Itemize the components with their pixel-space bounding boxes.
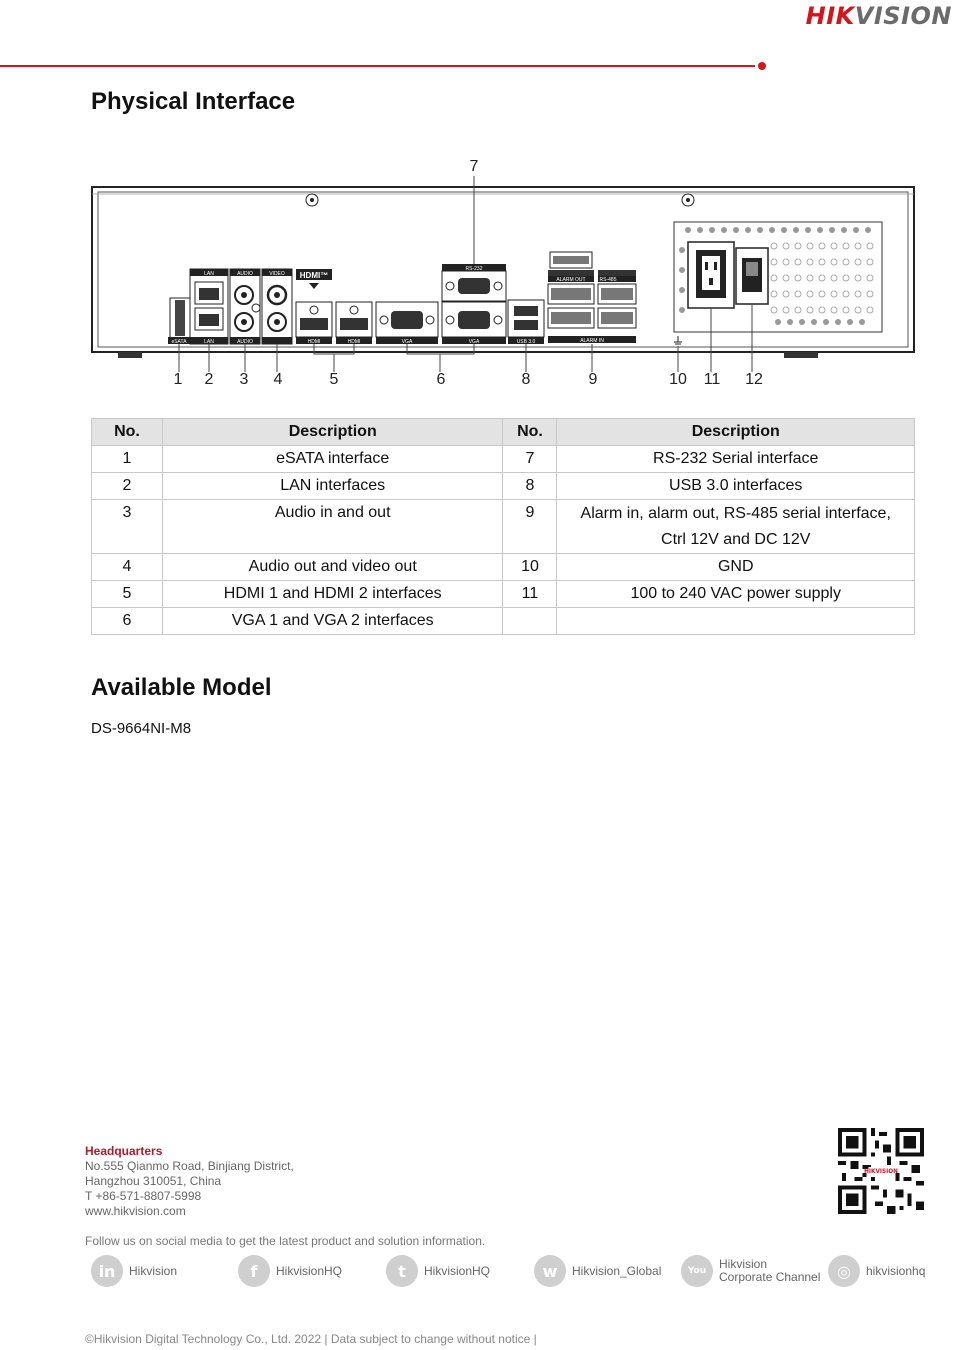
- cell-no: 6: [92, 608, 163, 635]
- facebook-icon: f: [238, 1255, 270, 1287]
- cell-description-multiline: [557, 500, 915, 554]
- callout-6: 6: [436, 371, 446, 388]
- callout-10: 10: [669, 371, 687, 388]
- section-title-available-model: Available Model: [91, 674, 272, 701]
- callout-9: 9: [588, 371, 598, 388]
- social-youtube[interactable]: [681, 1254, 820, 1288]
- label-esata: eSATA: [171, 339, 187, 345]
- social-label-multiline: [719, 1258, 820, 1284]
- cell-no: 8: [503, 473, 557, 500]
- cell-description: GND: [557, 554, 915, 581]
- table-header-row: [92, 419, 915, 446]
- hq-address-line: Hangzhou 310051, China: [85, 1174, 222, 1188]
- table-row: [92, 581, 915, 608]
- callout-4: 4: [273, 371, 283, 388]
- qr-code[interactable]: [838, 1128, 924, 1214]
- callout-2: 2: [204, 371, 214, 388]
- header-description-2: Description: [557, 419, 915, 446]
- cell-description: [557, 608, 915, 635]
- social-label: Hikvision: [129, 1263, 178, 1278]
- label-vga-2: VGA: [468, 339, 480, 345]
- wechat-icon: w: [534, 1255, 566, 1287]
- label-alarm-out: ALARM OUT: [556, 277, 586, 283]
- header-no-2: No.: [503, 419, 557, 446]
- interface-table: [91, 418, 915, 635]
- callout-12: 12: [745, 371, 763, 388]
- instagram-icon: ◎: [828, 1255, 860, 1287]
- label-lan-top: LAN: [204, 271, 214, 277]
- cell-description: HDMI 1 and HDMI 2 interfaces: [162, 581, 503, 608]
- cell-no: 5: [92, 581, 163, 608]
- cell-no: [503, 608, 557, 635]
- youtube-icon: You: [681, 1255, 713, 1287]
- cell-description: USB 3.0 interfaces: [557, 473, 915, 500]
- social-wechat[interactable]: [534, 1254, 661, 1288]
- hq-title: Headquarters: [85, 1144, 163, 1158]
- label-audio-top: AUDIO: [237, 271, 253, 277]
- twitter-icon: t: [386, 1255, 418, 1287]
- hq-phone: T +86-571-8807-5998: [85, 1189, 202, 1203]
- cell-description: LAN interfaces: [162, 473, 503, 500]
- cell-description: Audio in and out: [162, 500, 503, 554]
- qr-brand-label: HIKVISION: [864, 1169, 898, 1176]
- social-facebook[interactable]: [238, 1254, 342, 1288]
- label-usb: USB 3.0: [516, 339, 536, 345]
- label-audio-bottom: AUDIO: [237, 339, 253, 345]
- label-rs485: RS-485: [599, 277, 617, 283]
- callout-11: 11: [703, 371, 721, 388]
- follow-text: Follow us on social media to get the latest product and solution information.: [85, 1234, 486, 1248]
- cell-description: VGA 1 and VGA 2 interfaces: [162, 608, 503, 635]
- label-hdmi-logo: HDMI™: [299, 271, 329, 280]
- cell-no: 3: [92, 500, 163, 554]
- header-rule-dot: [758, 62, 766, 70]
- label-vga-1: VGA: [401, 339, 413, 345]
- table-row: [92, 608, 915, 635]
- callout-5: 5: [329, 371, 339, 388]
- header-description-1: Description: [162, 419, 503, 446]
- cell-description-line-1: Alarm in, alarm out, RS-485 serial interface,: [580, 504, 891, 522]
- cell-no: 9: [503, 500, 557, 554]
- social-linkedin[interactable]: [91, 1254, 177, 1288]
- table-row: [92, 554, 915, 581]
- social-label: HikvisionHQ: [424, 1263, 491, 1278]
- callout-3: 3: [239, 371, 249, 388]
- copyright-notice: ©Hikvision Digital Technology Co., Ltd. 2022 | Data subject to change without notice |: [85, 1332, 537, 1346]
- cell-no: 1: [92, 446, 163, 473]
- social-label-line-2: Corporate Channel: [719, 1270, 821, 1284]
- label-alarm-in: ALARM IN: [580, 338, 604, 344]
- social-label: hikvisionhq: [866, 1263, 926, 1278]
- cell-no: 7: [503, 446, 557, 473]
- social-label-line-1: Hikvision: [719, 1257, 768, 1271]
- cell-description: eSATA interface: [162, 446, 503, 473]
- table-row: [92, 473, 915, 500]
- hq-website-link[interactable]: www.hikvision.com: [85, 1204, 186, 1218]
- cell-no: 11: [503, 581, 557, 608]
- callout-8: 8: [521, 371, 531, 388]
- cell-no: 2: [92, 473, 163, 500]
- cell-description: RS-232 Serial interface: [557, 446, 915, 473]
- headquarters-block: [85, 1144, 294, 1219]
- social-instagram[interactable]: [828, 1254, 925, 1288]
- label-lan-bottom: LAN: [204, 339, 214, 345]
- hq-address-line: No.555 Qianmo Road, Binjiang District,: [85, 1159, 294, 1173]
- social-label: Hikvision_Global: [572, 1263, 662, 1278]
- logo-hik: HIK: [805, 2, 855, 30]
- header-rule: [0, 65, 755, 67]
- label-video-top: VIDEO: [269, 271, 285, 277]
- cell-description-line-2: Ctrl 12V and DC 12V: [661, 530, 811, 548]
- cell-description: Audio out and video out: [162, 554, 503, 581]
- linkedin-icon: in: [91, 1255, 123, 1287]
- label-rs232: RS-232: [465, 266, 483, 272]
- rear-panel-diagram: [88, 150, 920, 395]
- label-hdmi-2: HDMI: [347, 339, 361, 345]
- label-hdmi-1: HDMI: [307, 339, 321, 345]
- cell-no: 10: [503, 554, 557, 581]
- table-row: [92, 446, 915, 473]
- hikvision-logo: [806, 2, 952, 30]
- logo-vision: VISION: [854, 2, 952, 30]
- social-twitter[interactable]: [386, 1254, 490, 1288]
- social-label: HikvisionHQ: [276, 1263, 343, 1278]
- callout-7: 7: [469, 158, 479, 175]
- callout-1: 1: [173, 371, 183, 388]
- header-no-1: No.: [92, 419, 163, 446]
- cell-description: 100 to 240 VAC power supply: [557, 581, 915, 608]
- cell-no: 4: [92, 554, 163, 581]
- table-row: [92, 500, 915, 554]
- section-title-physical-interface: Physical Interface: [91, 88, 296, 115]
- model-number: DS-9664NI-M8: [91, 720, 192, 737]
